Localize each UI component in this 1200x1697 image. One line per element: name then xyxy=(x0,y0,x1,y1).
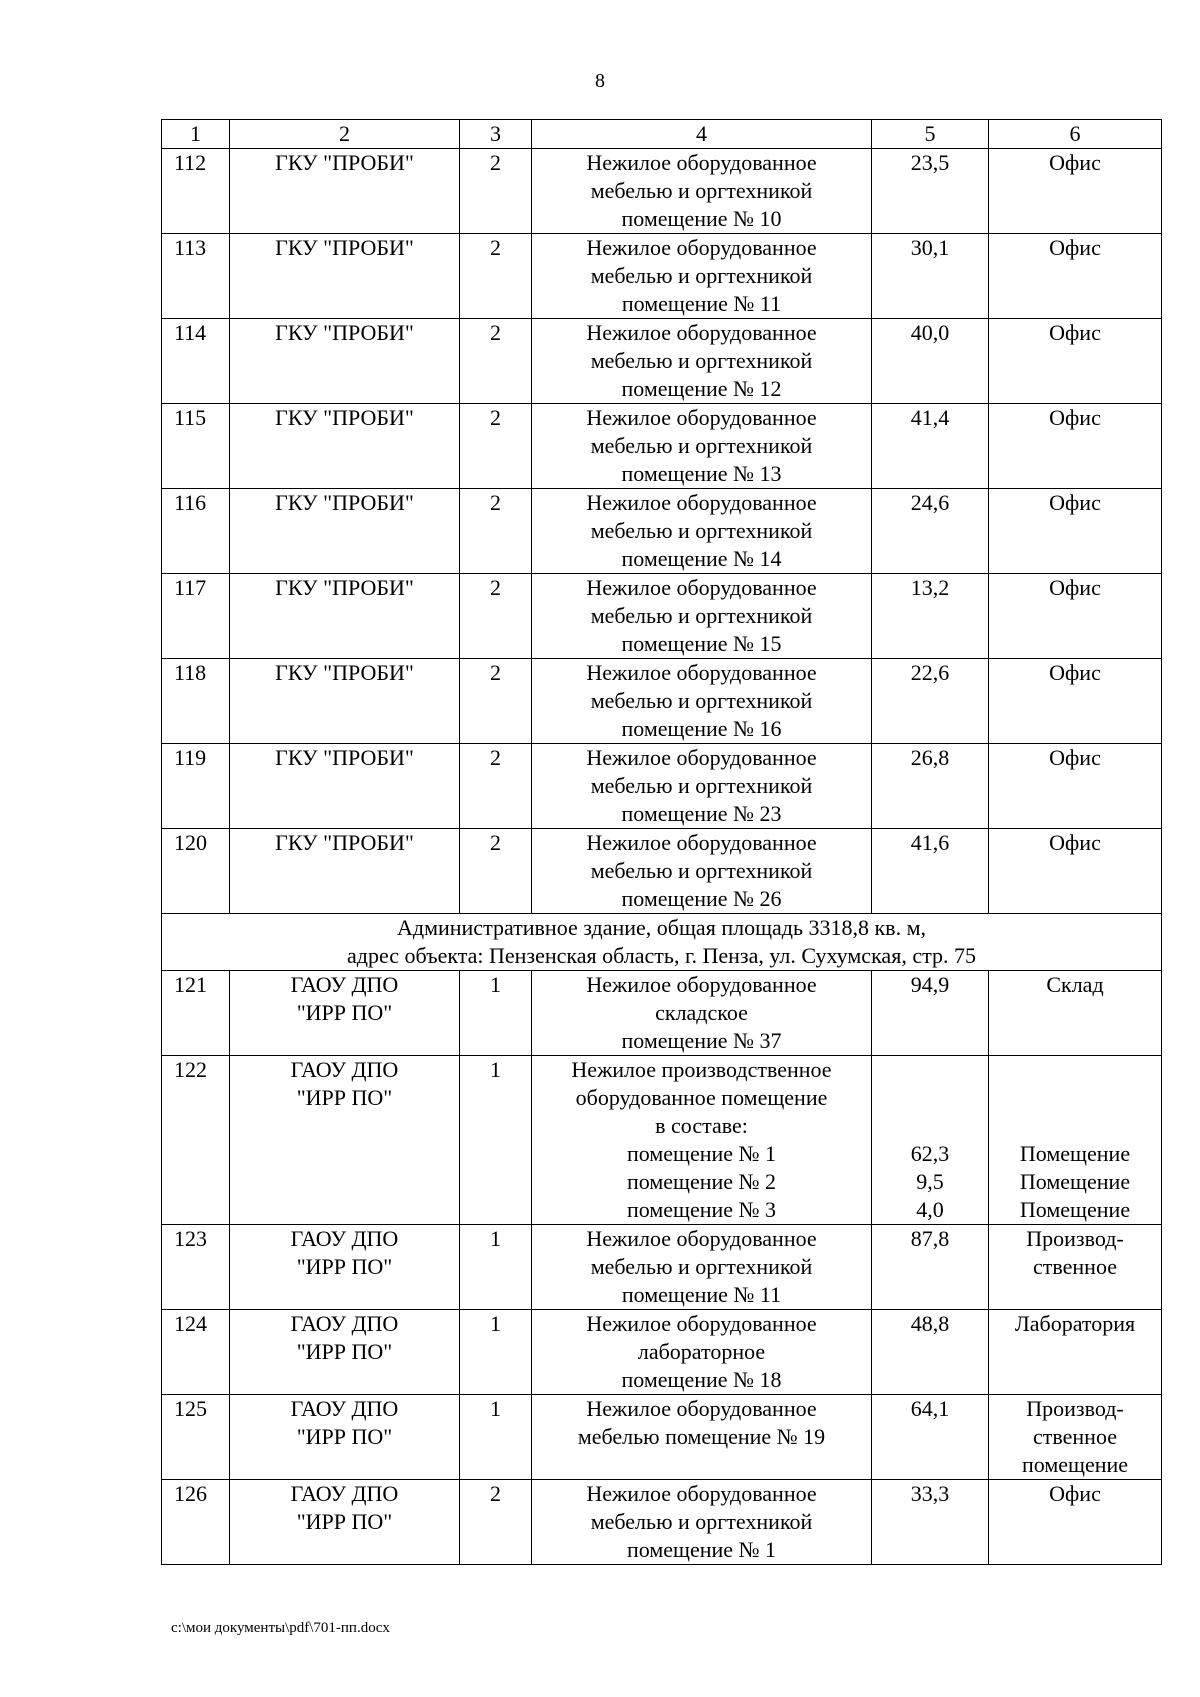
organization-cell xyxy=(230,574,460,659)
description-cell-line: Нежилое оборудованное xyxy=(586,830,817,855)
row-number: 120 xyxy=(162,829,230,914)
floor-cell: 1 xyxy=(460,1310,532,1395)
row-number: 125 xyxy=(162,1395,230,1480)
usage-cell-line: Производ- xyxy=(1026,1226,1124,1251)
description-cell-line: помещение № 26 xyxy=(621,886,782,911)
organization-cell xyxy=(230,489,460,574)
floor-cell: 2 xyxy=(460,404,532,489)
description-cell-line: мебелью и оргтехникой xyxy=(590,1509,813,1534)
area-cell-line: 48,8 xyxy=(910,1311,950,1336)
floor-cell: 2 xyxy=(460,149,532,234)
area-cell-line xyxy=(876,1084,984,1112)
usage-cell xyxy=(989,404,1162,489)
usage-cell xyxy=(989,1225,1162,1310)
description-cell xyxy=(532,829,872,914)
organization-cell xyxy=(230,659,460,744)
description-cell-line: помещение № 2 xyxy=(626,1169,777,1194)
table-row xyxy=(162,1056,1162,1225)
organization-cell-line: ГКУ "ПРОБИ" xyxy=(275,320,414,345)
usage-cell-line: Помещение xyxy=(1019,1141,1131,1166)
usage-cell-line: Помещение xyxy=(1019,1169,1131,1194)
table-row xyxy=(162,744,1162,829)
description-cell-line: помещение № 18 xyxy=(621,1367,782,1392)
description-cell-line: мебелью и оргтехникой xyxy=(590,858,813,883)
description-cell-line: помещение № 1 xyxy=(626,1537,777,1562)
description-cell-line: Нежилое оборудованное xyxy=(586,1226,817,1251)
area-cell-line: 4,0 xyxy=(916,1197,944,1222)
row-number: 123 xyxy=(162,1225,230,1310)
column-header: 3 xyxy=(460,120,532,149)
description-cell-line: помещение № 16 xyxy=(621,716,782,741)
usage-cell-line: Производ- xyxy=(1026,1396,1124,1421)
area-cell xyxy=(872,744,989,829)
usage-cell xyxy=(989,1480,1162,1565)
description-cell-line: Нежилое оборудованное xyxy=(586,490,817,515)
section-heading xyxy=(162,914,1162,971)
description-cell xyxy=(532,1225,872,1310)
row-number: 114 xyxy=(162,319,230,404)
table-row xyxy=(162,234,1162,319)
organization-cell xyxy=(230,319,460,404)
area-cell xyxy=(872,489,989,574)
area-cell-line: 9,5 xyxy=(916,1169,944,1194)
table-row xyxy=(162,1225,1162,1310)
organization-cell xyxy=(230,1395,460,1480)
section-heading-row xyxy=(162,914,1162,971)
table-row xyxy=(162,971,1162,1056)
area-cell-line: 62,3 xyxy=(910,1141,950,1166)
organization-cell-line: ГКУ "ПРОБИ" xyxy=(275,235,414,260)
usage-cell-line: Офис xyxy=(1049,150,1101,175)
organization-cell-line: "ИРР ПО" xyxy=(296,1424,393,1449)
usage-cell-line: Офис xyxy=(1049,320,1101,345)
column-header: 1 xyxy=(162,120,230,149)
usage-cell-line: Офис xyxy=(1049,830,1101,855)
table-header-row xyxy=(162,120,1162,149)
description-cell-line: помещение № 1 xyxy=(626,1141,777,1166)
description-cell-line: в составе: xyxy=(655,1113,748,1138)
area-cell-line: 30,1 xyxy=(910,235,950,260)
area-cell-line: 41,6 xyxy=(910,830,950,855)
description-cell-line: помещение № 12 xyxy=(621,376,782,401)
area-cell-line: 94,9 xyxy=(910,972,950,997)
description-cell-line: помещение № 13 xyxy=(621,461,782,486)
description-cell xyxy=(532,1310,872,1395)
usage-cell-line: ственное xyxy=(1033,1424,1117,1449)
table-row xyxy=(162,319,1162,404)
floor-cell: 2 xyxy=(460,574,532,659)
description-cell-line: Нежилое оборудованное xyxy=(586,235,817,260)
area-cell-line: 33,3 xyxy=(910,1481,950,1506)
description-cell-line: помещение № 14 xyxy=(621,546,782,571)
organization-cell xyxy=(230,829,460,914)
organization-cell xyxy=(230,404,460,489)
description-cell xyxy=(532,971,872,1056)
description-cell xyxy=(532,149,872,234)
description-cell-line: Нежилое оборудованное xyxy=(586,575,817,600)
description-cell-line: помещение № 37 xyxy=(621,1028,782,1053)
organization-cell-line: ГАОУ ДПО xyxy=(290,1057,399,1082)
description-cell-line: оборудованное помещение xyxy=(575,1085,828,1110)
area-cell-line: 23,5 xyxy=(910,150,950,175)
usage-cell xyxy=(989,489,1162,574)
description-cell-line: мебелью и оргтехникой xyxy=(590,263,813,288)
description-cell-line: Нежилое оборудованное xyxy=(586,1481,817,1506)
description-cell-line: мебелью и оргтехникой xyxy=(590,773,813,798)
floor-cell: 1 xyxy=(460,1395,532,1480)
description-cell xyxy=(532,744,872,829)
organization-cell-line: ГАОУ ДПО xyxy=(290,1481,399,1506)
description-cell-line: Нежилое оборудованное xyxy=(586,1396,817,1421)
description-cell-line: Нежилое производственное xyxy=(571,1057,832,1082)
floor-cell: 1 xyxy=(460,1225,532,1310)
usage-cell-line: Офис xyxy=(1049,235,1101,260)
column-header: 5 xyxy=(872,120,989,149)
floor-cell: 2 xyxy=(460,1480,532,1565)
area-cell xyxy=(872,659,989,744)
organization-cell-line: ГАОУ ДПО xyxy=(290,1311,399,1336)
description-cell xyxy=(532,234,872,319)
organization-cell-line: ГКУ "ПРОБИ" xyxy=(275,405,414,430)
column-header: 4 xyxy=(532,120,872,149)
description-cell xyxy=(532,1395,872,1480)
description-cell-line: помещение № 15 xyxy=(621,631,782,656)
row-number: 113 xyxy=(162,234,230,319)
description-cell xyxy=(532,489,872,574)
table-row xyxy=(162,659,1162,744)
description-cell xyxy=(532,319,872,404)
description-cell-line: Нежилое оборудованное xyxy=(586,150,817,175)
floor-cell: 2 xyxy=(460,744,532,829)
section-heading-line: адрес объекта: Пензенская область, г. Пенза, ул. Сухумская, стр. 75 xyxy=(347,943,976,968)
description-cell-line: Нежилое оборудованное xyxy=(586,1311,817,1336)
usage-cell xyxy=(989,829,1162,914)
description-cell-line: складское xyxy=(655,1000,748,1025)
usage-cell-line: Офис xyxy=(1049,490,1101,515)
description-cell-line: лабораторное xyxy=(637,1339,766,1364)
description-cell-line: мебелью и оргтехникой xyxy=(590,178,813,203)
area-cell xyxy=(872,1480,989,1565)
area-cell-line: 26,8 xyxy=(910,745,950,770)
usage-cell xyxy=(989,319,1162,404)
description-cell xyxy=(532,1480,872,1565)
usage-cell-line: ственное xyxy=(1033,1254,1117,1279)
description-cell xyxy=(532,574,872,659)
floor-cell: 2 xyxy=(460,489,532,574)
description-cell-line: мебелью и оргтехникой xyxy=(590,603,813,628)
floor-cell: 2 xyxy=(460,659,532,744)
organization-cell-line: "ИРР ПО" xyxy=(296,1254,393,1279)
description-cell-line: помещение № 23 xyxy=(621,801,782,826)
area-cell xyxy=(872,319,989,404)
organization-cell xyxy=(230,149,460,234)
usage-cell xyxy=(989,744,1162,829)
organization-cell-line: ГКУ "ПРОБИ" xyxy=(275,150,414,175)
page-number: 8 xyxy=(595,70,605,92)
usage-cell-line: Помещение xyxy=(1019,1197,1131,1222)
usage-cell xyxy=(989,1056,1162,1225)
usage-cell-line xyxy=(993,1056,1157,1084)
usage-cell-line: Офис xyxy=(1049,405,1101,430)
section-heading-line: Административное здание, общая площадь 3318,8 кв. м, xyxy=(396,915,926,940)
organization-cell xyxy=(230,971,460,1056)
floor-cell: 1 xyxy=(460,1056,532,1225)
usage-cell-line xyxy=(993,1084,1157,1112)
row-number: 126 xyxy=(162,1480,230,1565)
organization-cell-line: ГКУ "ПРОБИ" xyxy=(275,830,414,855)
area-cell xyxy=(872,149,989,234)
row-number: 121 xyxy=(162,971,230,1056)
organization-cell xyxy=(230,1480,460,1565)
footer-file-path: c:\мои документы\pdf\701-пп.docx xyxy=(171,1620,390,1636)
table-row xyxy=(162,1310,1162,1395)
usage-cell xyxy=(989,1395,1162,1480)
usage-cell xyxy=(989,1310,1162,1395)
area-cell xyxy=(872,234,989,319)
area-cell xyxy=(872,1056,989,1225)
area-cell-line xyxy=(876,1056,984,1084)
organization-cell-line: ГАОУ ДПО xyxy=(290,1396,399,1421)
usage-cell-line: Лаборатория xyxy=(1014,1311,1136,1336)
organization-cell xyxy=(230,1056,460,1225)
organization-cell-line: "ИРР ПО" xyxy=(296,1085,393,1110)
area-cell-line: 41,4 xyxy=(910,405,950,430)
floor-cell: 1 xyxy=(460,971,532,1056)
description-cell-line: Нежилое оборудованное xyxy=(586,745,817,770)
description-cell-line: Нежилое оборудованное xyxy=(586,972,817,997)
organization-cell-line: ГКУ "ПРОБИ" xyxy=(275,660,414,685)
organization-cell xyxy=(230,234,460,319)
description-cell-line: мебелью и оргтехникой xyxy=(590,433,813,458)
organization-cell-line: ГАОУ ДПО xyxy=(290,1226,399,1251)
table-row xyxy=(162,489,1162,574)
row-number: 124 xyxy=(162,1310,230,1395)
area-cell-line xyxy=(876,1112,984,1140)
organization-cell xyxy=(230,1225,460,1310)
description-cell-line: Нежилое оборудованное xyxy=(586,405,817,430)
description-cell xyxy=(532,404,872,489)
description-cell-line: мебелью и оргтехникой xyxy=(590,348,813,373)
description-cell-line: помещение № 11 xyxy=(621,291,782,316)
usage-cell-line xyxy=(993,1112,1157,1140)
description-cell-line: Нежилое оборудованное xyxy=(586,320,817,345)
organization-cell-line: "ИРР ПО" xyxy=(296,1339,393,1364)
description-cell-line: Нежилое оборудованное xyxy=(586,660,817,685)
row-number: 116 xyxy=(162,489,230,574)
usage-cell-line: Офис xyxy=(1049,660,1101,685)
column-header: 2 xyxy=(230,120,460,149)
usage-cell xyxy=(989,149,1162,234)
description-cell-line: помещение № 3 xyxy=(626,1197,777,1222)
organization-cell xyxy=(230,1310,460,1395)
description-cell-line: мебелью помещение № 19 xyxy=(577,1424,826,1449)
organization-cell xyxy=(230,744,460,829)
organization-cell-line: ГКУ "ПРОБИ" xyxy=(275,490,414,515)
area-cell xyxy=(872,1225,989,1310)
row-number: 117 xyxy=(162,574,230,659)
description-cell-line: помещение № 11 xyxy=(621,1282,782,1307)
floor-cell: 2 xyxy=(460,234,532,319)
row-number: 122 xyxy=(162,1056,230,1225)
row-number: 119 xyxy=(162,744,230,829)
area-cell-line: 22,6 xyxy=(910,660,950,685)
area-cell xyxy=(872,404,989,489)
table-row xyxy=(162,1395,1162,1480)
organization-cell-line: ГКУ "ПРОБИ" xyxy=(275,575,414,600)
usage-cell-line: помещение xyxy=(1021,1452,1129,1477)
table-row xyxy=(162,149,1162,234)
usage-cell-line: Офис xyxy=(1049,1481,1101,1506)
description-cell-line: мебелью и оргтехникой xyxy=(590,518,813,543)
area-cell-line: 24,6 xyxy=(910,490,950,515)
column-header: 6 xyxy=(989,120,1162,149)
area-cell xyxy=(872,1310,989,1395)
floor-cell: 2 xyxy=(460,829,532,914)
area-cell-line: 87,8 xyxy=(910,1226,950,1251)
row-number: 118 xyxy=(162,659,230,744)
usage-cell-line: Склад xyxy=(1046,972,1104,997)
area-cell xyxy=(872,1395,989,1480)
area-cell-line: 13,2 xyxy=(910,575,950,600)
area-cell xyxy=(872,971,989,1056)
row-number: 115 xyxy=(162,404,230,489)
description-cell-line: помещение № 10 xyxy=(621,206,782,231)
usage-cell xyxy=(989,971,1162,1056)
usage-cell xyxy=(989,659,1162,744)
usage-cell-line: Офис xyxy=(1049,575,1101,600)
area-cell-line: 40,0 xyxy=(910,320,950,345)
description-cell-line: мебелью и оргтехникой xyxy=(590,688,813,713)
floor-cell: 2 xyxy=(460,319,532,404)
organization-cell-line: ГАОУ ДПО xyxy=(290,972,399,997)
table-row xyxy=(162,404,1162,489)
table-row xyxy=(162,1480,1162,1565)
description-cell-line: мебелью и оргтехникой xyxy=(590,1254,813,1279)
area-cell-line: 64,1 xyxy=(910,1396,950,1421)
usage-cell xyxy=(989,234,1162,319)
usage-cell xyxy=(989,574,1162,659)
description-cell xyxy=(532,1056,872,1225)
organization-cell-line: "ИРР ПО" xyxy=(296,1000,393,1025)
description-cell xyxy=(532,659,872,744)
table-row xyxy=(162,574,1162,659)
area-cell xyxy=(872,829,989,914)
organization-cell-line: "ИРР ПО" xyxy=(296,1509,393,1534)
row-number: 112 xyxy=(162,149,230,234)
usage-cell-line: Офис xyxy=(1049,745,1101,770)
table-row xyxy=(162,829,1162,914)
organization-cell-line: ГКУ "ПРОБИ" xyxy=(275,745,414,770)
area-cell xyxy=(872,574,989,659)
property-table xyxy=(161,119,1162,1565)
